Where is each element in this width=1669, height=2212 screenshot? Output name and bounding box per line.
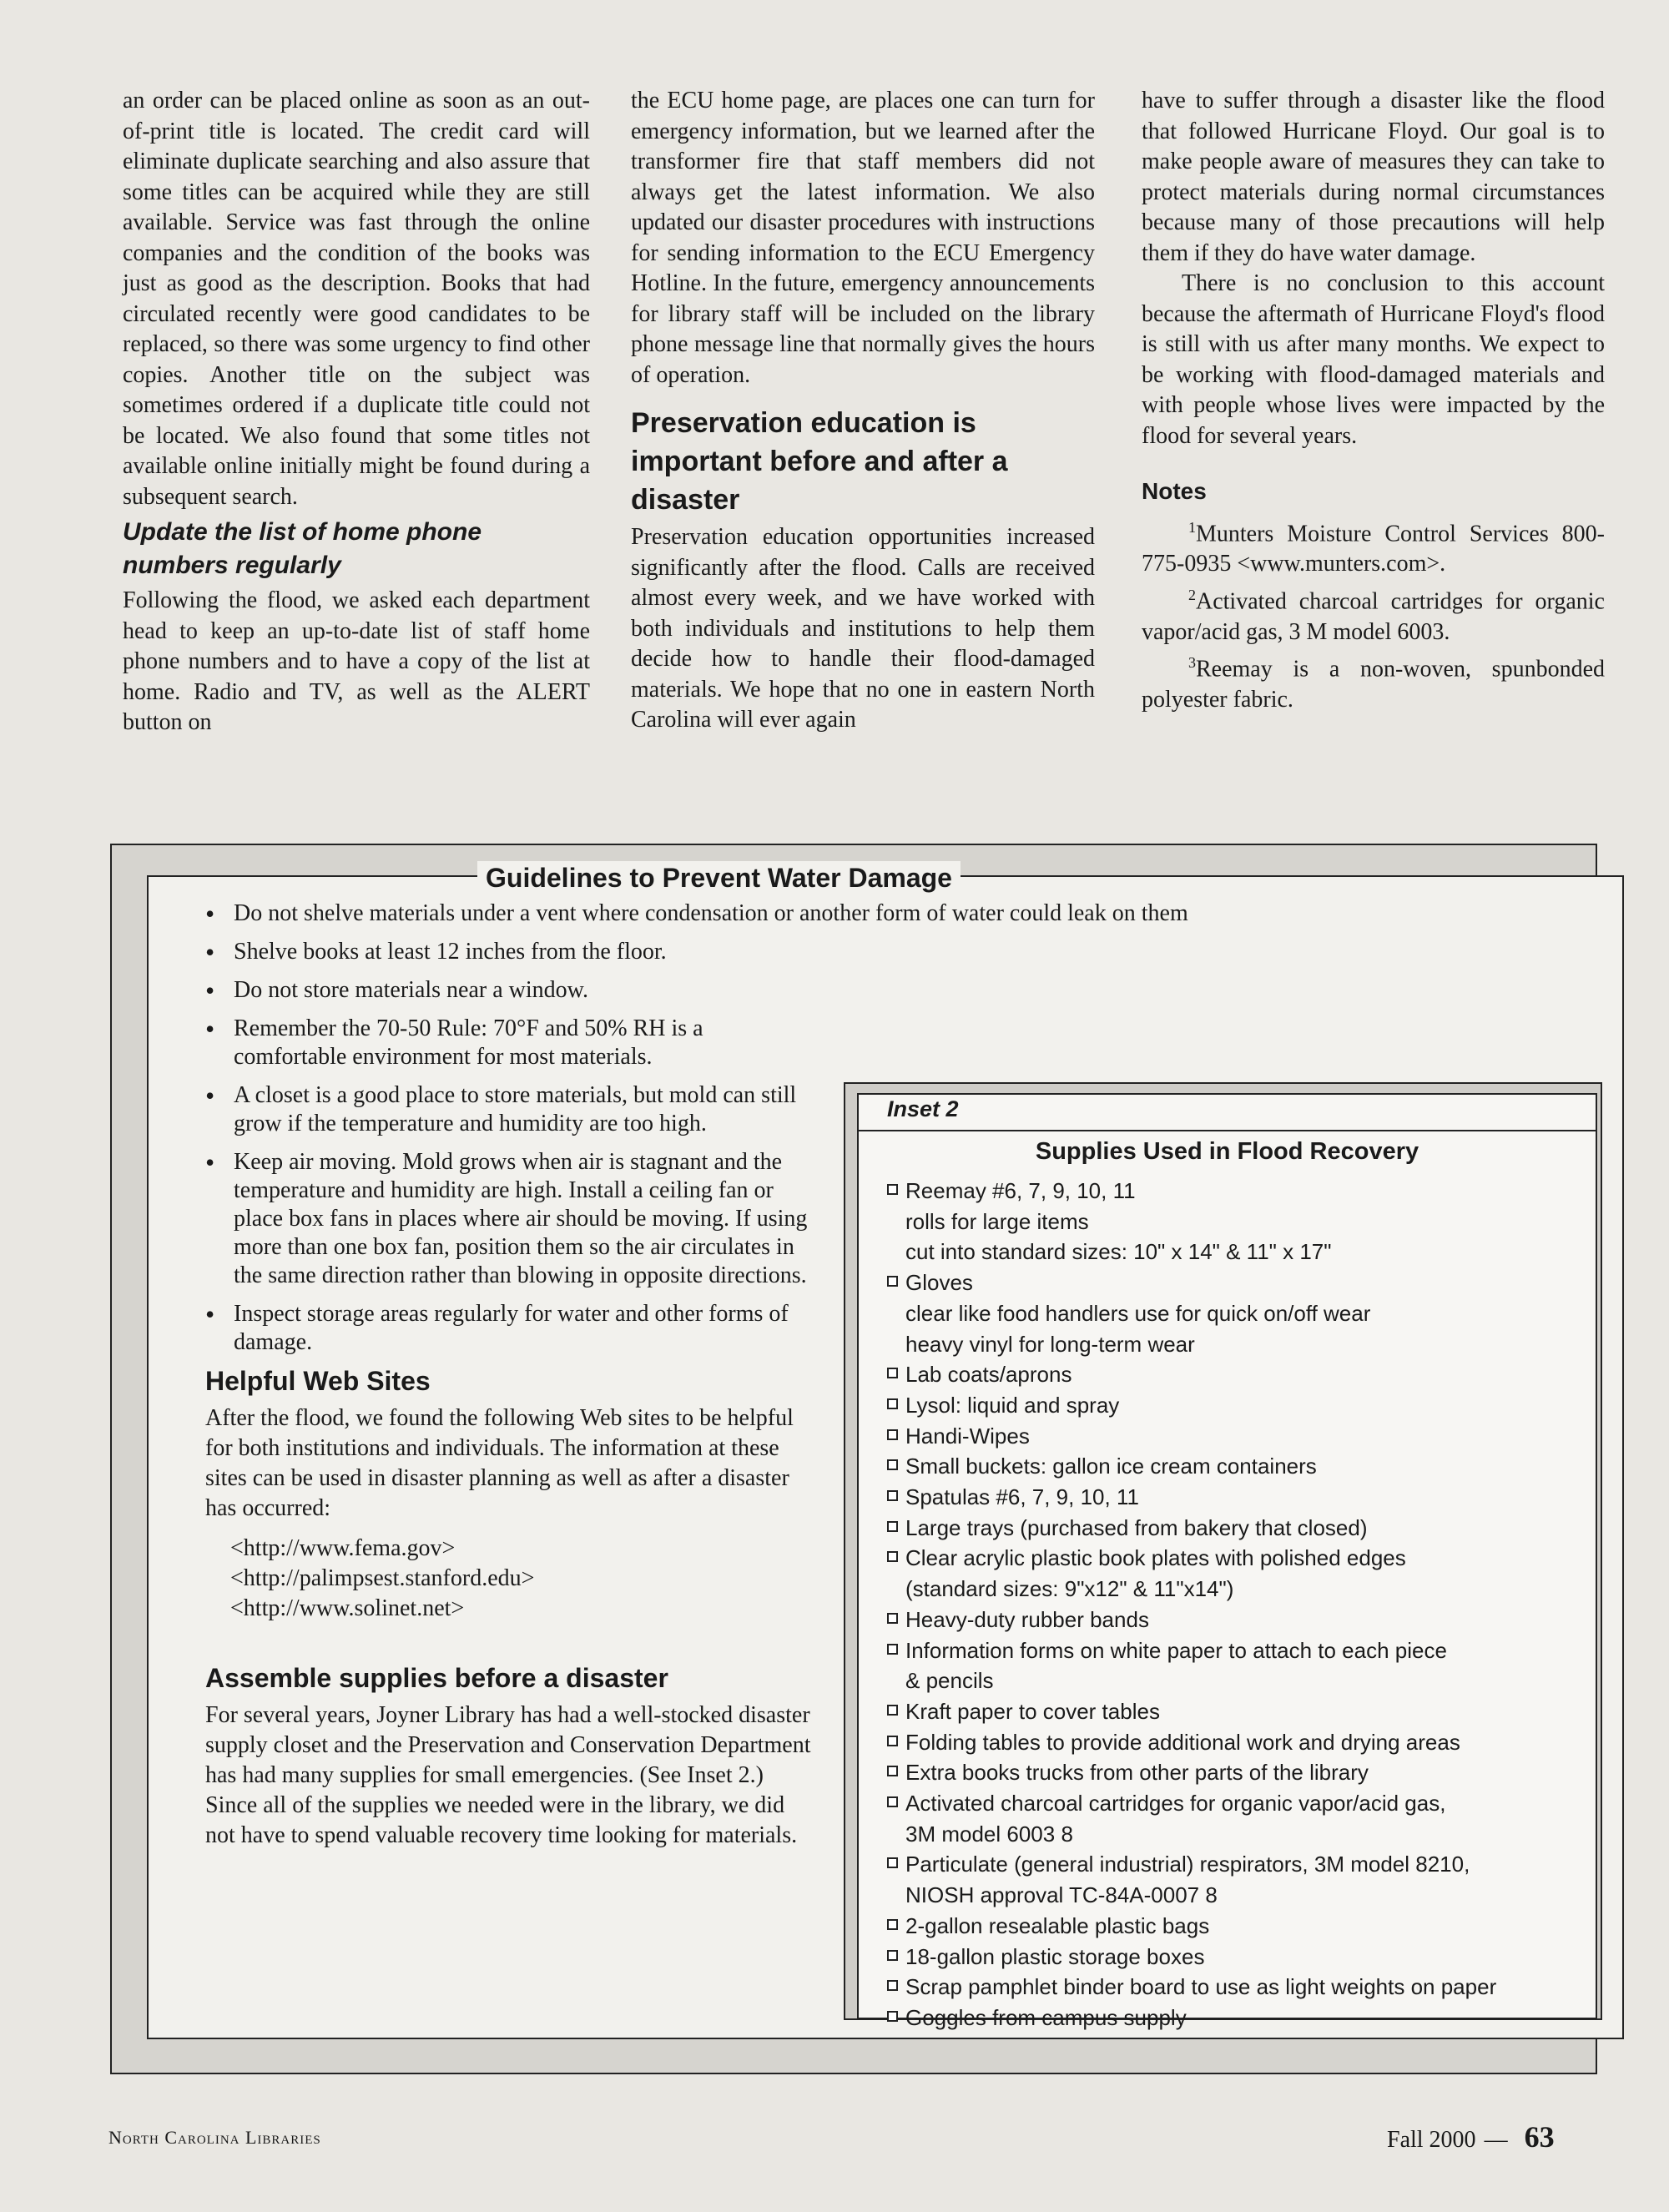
checkbox-icon (887, 1736, 898, 1746)
supply-item (887, 1359, 1588, 1390)
checkbox-icon (887, 1184, 898, 1195)
supply-item (887, 1911, 1588, 1942)
supplies-list (887, 1176, 1588, 2033)
supply-item (887, 1421, 1588, 1452)
guideline-item: • Inspect storage areas regularly for water and other forms of damage. (205, 1300, 818, 1357)
supply-detail: cut into standard sizes: 10" x 14" & 11" x 17" (905, 1239, 1332, 1265)
checkbox-icon (887, 1857, 898, 1868)
checkbox-icon (887, 1459, 898, 1470)
supply-text: Lab coats/aprons (905, 1362, 1072, 1388)
supply-detail: heavy vinyl for long-term wear (905, 1331, 1195, 1357)
url-link[interactable]: <http://www.solinet.net> (230, 1595, 465, 1621)
guideline-item: • Do not store materials near a window. (205, 976, 818, 1005)
checkbox-icon (887, 1398, 898, 1409)
checkbox-icon (887, 1796, 898, 1807)
note-number: 3 (1188, 654, 1196, 672)
supply-detail: (standard sizes: 9"x12" & 11"x14") (905, 1576, 1234, 1602)
supply-detail: rolls for large items (905, 1208, 1089, 1234)
checkbox-icon (887, 1950, 898, 1961)
inset-divider (859, 1130, 1596, 1131)
supply-text: Reemay #6, 7, 9, 10, 11 (905, 1178, 1136, 1203)
checkbox-icon (887, 1613, 898, 1624)
supply-item (887, 1543, 1588, 1604)
supply-item (887, 1788, 1588, 1849)
inset-box (857, 1093, 1597, 2030)
paragraph: have to suffer through a disaster like the flood that followed Hurricane Floyd. Our goal is to make people aware of measures they can take to protect materials during normal circumstances because many of those precautions will help them if they do have water damage. (1142, 88, 1605, 266)
checkbox-icon (887, 1551, 898, 1562)
supply-item (887, 1267, 1588, 1359)
supply-detail: 3M model 6003 8 (905, 1821, 1073, 1847)
note (1142, 647, 1605, 715)
supply-detail: clear like food handlers use for quick on/off wear (905, 1300, 1371, 1326)
checkbox-icon (887, 1276, 898, 1287)
assemble-heading: Assemble supplies before a disaster (205, 1663, 668, 1693)
checkbox-icon (887, 1490, 898, 1501)
checkbox-icon (887, 1919, 898, 1930)
supply-detail: & pencils (905, 1668, 994, 1694)
checkbox-icon (887, 1705, 898, 1716)
paragraph: an order can be placed online as soon as an out-of-print title is located. The credit card will eliminate duplicate searching and also assure that some titles can be acquired while they are still available. Service was fast through the online companies and the condition of the books was just as good as the description. Books that had circulated recently were good candidates to be replaced, so there was some urgency to find other copies. Another title on the subject was sometimes ordered if a duplicate title could not be located. We also found that some titles not available online initially might be found during a subsequent search. (123, 88, 590, 510)
supply-text: Kraft paper to cover tables (905, 1698, 1160, 1724)
issue-label: Fall 2000 (1387, 2127, 1476, 2153)
page-number: 63 (1524, 2120, 1555, 2154)
supply-item (887, 1696, 1588, 1727)
note-number: 1 (1188, 518, 1196, 536)
paragraph: Preservation education opportunities increased significantly after the flood. Calls are received almost every week, and we have worked with both individuals and institutions to help them decide how to handle their flood-damaged materials. We hope that no one in eastern North Carolina will ever again (631, 524, 1095, 733)
supply-text: 18-gallon plastic storage boxes (905, 1943, 1205, 1969)
note-text: Activated charcoal cartridges for organic vapor/acid gas, 3 M model 6003. (1142, 588, 1605, 645)
footer-dash: — (1484, 2127, 1508, 2153)
supply-text: Spatulas #6, 7, 9, 10, 11 (905, 1484, 1139, 1510)
checkbox-icon (887, 2011, 898, 2022)
supply-text: Particulate (general industrial) respirators, 3M model 8210, (905, 1852, 1470, 1877)
url-link[interactable]: <http://www.fema.gov> (230, 1535, 456, 1561)
supply-text: Gloves (905, 1270, 973, 1296)
supply-item (887, 1942, 1588, 1973)
guideline-item: • Shelve books at least 12 inches from the floor. (205, 938, 818, 966)
url-link[interactable]: <http://palimpsest.stanford.edu> (230, 1565, 535, 1591)
supply-text: Information forms on white paper to attach to each piece (905, 1637, 1447, 1663)
supply-text: Heavy-duty rubber bands (905, 1606, 1149, 1632)
note-text: Reemay is a non-woven, spunbonded polyester fabric. (1142, 656, 1605, 713)
supply-item (887, 1757, 1588, 1788)
note (1142, 512, 1605, 580)
supply-item (887, 1513, 1588, 1544)
supply-item (887, 1605, 1588, 1635)
article-column-3 (1142, 86, 1605, 715)
checkbox-icon (887, 1766, 898, 1776)
supply-text: Extra books trucks from other parts of the library (905, 1760, 1369, 1786)
checkbox-icon (887, 1368, 898, 1378)
web-sites-heading: Helpful Web Sites (205, 1366, 431, 1396)
guidelines-title: Guidelines to Prevent Water Damage (477, 861, 961, 894)
inset-title: Supplies Used in Flood Recovery (1035, 1138, 1419, 1165)
inset-label: Inset 2 (887, 1096, 959, 1121)
note-text: Munters Moisture Control Services 800-775-0935 <www.munters.com>. (1142, 520, 1605, 577)
section-heading: Update the list of home phone numbers regularly (123, 518, 482, 579)
page-footer (1387, 2119, 1555, 2154)
guideline-item: • Keep air moving. Mold grows when air is stagnant and the temperature and humidity are high. Install a ceiling fan or place box fans in places where air should be moving. If using more than one box fan, position them so the air circulates in the same direction rather than blowing in opposite directions. (205, 1148, 818, 1290)
paragraph: Following the flood, we asked each department head to keep an up-to-date list of staff home phone numbers and to have a copy of the list at home. Radio and TV, as well as the ALERT button on (123, 587, 590, 735)
supply-text: Scrap pamphlet binder board to use as light weights on paper (905, 1974, 1497, 2000)
guideline-item: • A closet is a good place to store materials, but mold can still grow if the temperature and humidity are too high. (205, 1081, 818, 1138)
paragraph: the ECU home page, are places one can turn for emergency information, but we learned after the transformer fire that staff members did not always get the latest information. We also updated our disaster procedures with instructions for sending information to the ECU Emergency Hotline. In the future, emergency announcements for library staff will be included on the library phone message line that normally gives the hours of operation. (631, 88, 1095, 388)
web-sites-text: After the flood, we found the following Web sites to be helpful for both institutions and individuals. The information at these sites can be used in disaster planning as well as after a disaster has occurred: (205, 1405, 794, 1521)
checkbox-icon (887, 1521, 898, 1532)
supply-text: Lysol: liquid and spray (905, 1392, 1120, 1418)
supply-item (887, 1176, 1588, 1267)
supply-item (887, 1635, 1588, 1696)
supply-item (887, 1482, 1588, 1513)
supply-text: Goggles from campus supply (905, 2004, 1187, 2030)
note-number: 2 (1188, 586, 1196, 603)
guideline-item: • Remember the 70-50 Rule: 70°F and 50% RH is a comfortable environment for most materials. (205, 1015, 818, 1071)
supply-item (887, 2003, 1588, 2033)
supply-text: Small buckets: gallon ice cream containers (905, 1454, 1317, 1479)
supply-text: Clear acrylic plastic book plates with polished edges (905, 1545, 1406, 1571)
paragraph: There is no conclusion to this account because the aftermath of Hurricane Floyd's flood is still with us after many months. We expect to be working with flood-damaged materials and with people whose lives were impacted by the flood for several years. (1142, 270, 1605, 449)
checkbox-icon (887, 1644, 898, 1655)
supply-item (887, 1849, 1588, 1910)
supply-text: Large trays (purchased from bakery that closed) (905, 1514, 1368, 1540)
supply-item (887, 1390, 1588, 1421)
article-column-1 (123, 86, 590, 738)
supply-text: 2-gallon resealable plastic bags (905, 1912, 1210, 1938)
supply-text: Folding tables to provide additional work and drying areas (905, 1729, 1460, 1755)
checkbox-icon (887, 1980, 898, 1991)
supply-text: Activated charcoal cartridges for organic vapor/acid gas, (905, 1791, 1446, 1816)
note (1142, 580, 1605, 647)
checkbox-icon (887, 1429, 898, 1440)
supply-detail: NIOSH approval TC-84A-0007 8 (905, 1882, 1218, 1908)
article-column-2 (631, 86, 1095, 736)
notes-heading: Notes (1142, 478, 1207, 504)
supply-item (887, 1972, 1588, 2003)
guideline-item: • Do not shelve materials under a vent where condensation or another form of water could leak on them (205, 899, 1230, 928)
supply-text: Handi-Wipes (905, 1423, 1030, 1449)
section-heading: Preservation education is important before and after a disaster (631, 407, 1008, 516)
supply-item (887, 1727, 1588, 1758)
supply-item (887, 1451, 1588, 1482)
journal-name: North Carolina Libraries (108, 2127, 321, 2148)
assemble-text: For several years, Joyner Library has had a well-stocked disaster supply closet and the Preservation and Conservation Department has had many supplies for small emergencies. (See Inset 2.) Since all of the supplies we needed were in the library, we did not have to spend valuable recovery time looking for materials. (205, 1702, 811, 1848)
